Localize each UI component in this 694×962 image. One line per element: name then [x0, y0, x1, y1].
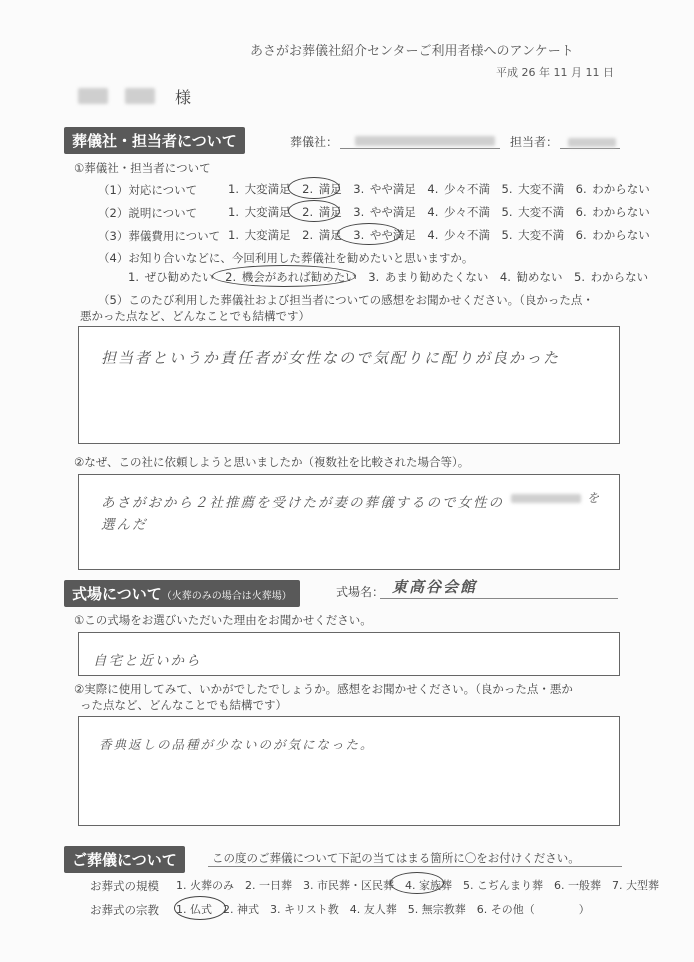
venue-q1-answer-box: [78, 632, 620, 676]
section-venue-title: [64, 580, 300, 607]
redacted-given-name: [125, 88, 155, 104]
row1-label: （1）対応について: [98, 183, 198, 197]
venue-q2-line2: った点など、どんなことでも結構です）: [80, 698, 287, 712]
circle-mark-religion: [174, 896, 226, 920]
survey-date: 平成 26 年 11 月 11 日: [496, 66, 614, 79]
section-venue-title-main: 式場について: [72, 585, 162, 603]
q5-answer-box: [78, 326, 620, 444]
venue-label: 式場名：: [336, 585, 385, 599]
venue-line: [380, 598, 618, 599]
scale-label: お葬式の規模: [90, 879, 159, 893]
redacted-surname: [78, 88, 108, 104]
staff-label: 担当者：: [510, 135, 559, 149]
staff-line: [560, 148, 620, 149]
q5-line2: 悪かった点など、どんなことでも結構です）: [80, 309, 310, 323]
instruction-underline: [208, 866, 622, 867]
q1-title: ①葬儀社・担当者について: [74, 161, 211, 175]
row1-options: 1. 大変満足 2. 満足 3. やや満足 4. 少々不満 5. 大変不満 6. わからない: [228, 182, 650, 196]
q4-options: 1. ぜひ勧めたい 2. 機会があれば勧めたい 3. あまり勧めたくない 4. 勧めない 5. わからない: [128, 270, 649, 284]
venue-q1-handwritten-answer: 自宅と近いから: [93, 653, 202, 669]
q2-title: ②なぜ、この社に依頼しようと思いましたか（複数社を比較された場合等）。: [74, 455, 470, 469]
venue-handwritten-name: 東高谷会館: [392, 578, 478, 596]
q4-text: （4）お知り合いなどに、今回利用した葬儀社を勧めたいと思いますか。: [98, 251, 474, 265]
redacted-funeral-company: [355, 136, 495, 146]
section-funeral-company-title: 葬儀社・担当者について: [64, 127, 245, 154]
venue-q2-handwritten-answer: 香典返しの品種が少ないのが気になった。: [99, 737, 375, 752]
funeral-instruction: この度のご葬儀について下記の当てはまる箇所に〇をお付けください。: [212, 851, 580, 865]
q5-line1: （5）このたび利用した葬儀社および担当者についての感想をお聞かせください。（良かった点・: [98, 293, 594, 307]
row3-options: 1. 大変満足 2. 満足 3. やや満足 4. 少々不満 5. 大変不満 6. わからない: [228, 228, 650, 242]
circle-mark-row2: [288, 200, 340, 222]
religion-label: お葬式の宗教: [90, 903, 159, 917]
circle-mark-row3: [337, 223, 401, 245]
circle-mark-row1: [288, 177, 340, 199]
q2-handwritten-line1: あさがおから２社推薦を受けたが妻の葬儀するので女性の: [101, 495, 504, 511]
q2-handwritten-line2: 選んだ: [101, 517, 148, 533]
section-funeral-title: ご葬儀について: [64, 846, 185, 873]
venue-q2-answer-box: [78, 716, 620, 826]
row2-label: （2）説明について: [98, 206, 198, 220]
customer-honorific: 様: [175, 88, 192, 107]
section-venue-title-sub: （火葬のみの場合は火葬場）: [161, 591, 292, 602]
redacted-staff: [568, 138, 616, 147]
funeral-company-line: [340, 148, 500, 149]
survey-title: あさがお葬儀社紹介センターご利用者様へのアンケート: [250, 44, 574, 59]
funeral-company-label: 葬儀社：: [290, 135, 339, 149]
circle-mark-scale: [390, 872, 444, 894]
circle-mark-q4: [212, 265, 356, 287]
row2-options: 1. 大変満足 2. 満足 3. やや満足 4. 少々不満 5. 大変不満 6. わからない: [228, 205, 650, 219]
q5-handwritten-answer: 担当者というか責任者が女性なので気配りに配りが良かった: [101, 349, 561, 367]
religion-options: 1. 仏式 2. 神式 3. キリスト教 4. 友人葬 5. 無宗教葬 6. その他（ ）: [176, 903, 590, 916]
row3-label: （3）葬儀費用について: [98, 229, 221, 243]
q2-handwritten-suffix: を: [587, 491, 602, 505]
scale-options: 1. 火葬のみ 2. 一日葬 3. 市民葬・区民葬 4. 家族葬 5. こぢんまり葬 6. 一般葬 7. 大型葬: [176, 879, 659, 892]
venue-q2-line1: ②実際に使用してみて、いかがでしたでしょうか。感想をお聞かせください。（良かった点・悪か: [74, 682, 573, 696]
venue-q1: ①この式場をお選びいただいた理由をお聞かせください。: [74, 613, 372, 627]
q2-answer-box: [78, 474, 620, 570]
redacted-company-name: [511, 494, 581, 503]
